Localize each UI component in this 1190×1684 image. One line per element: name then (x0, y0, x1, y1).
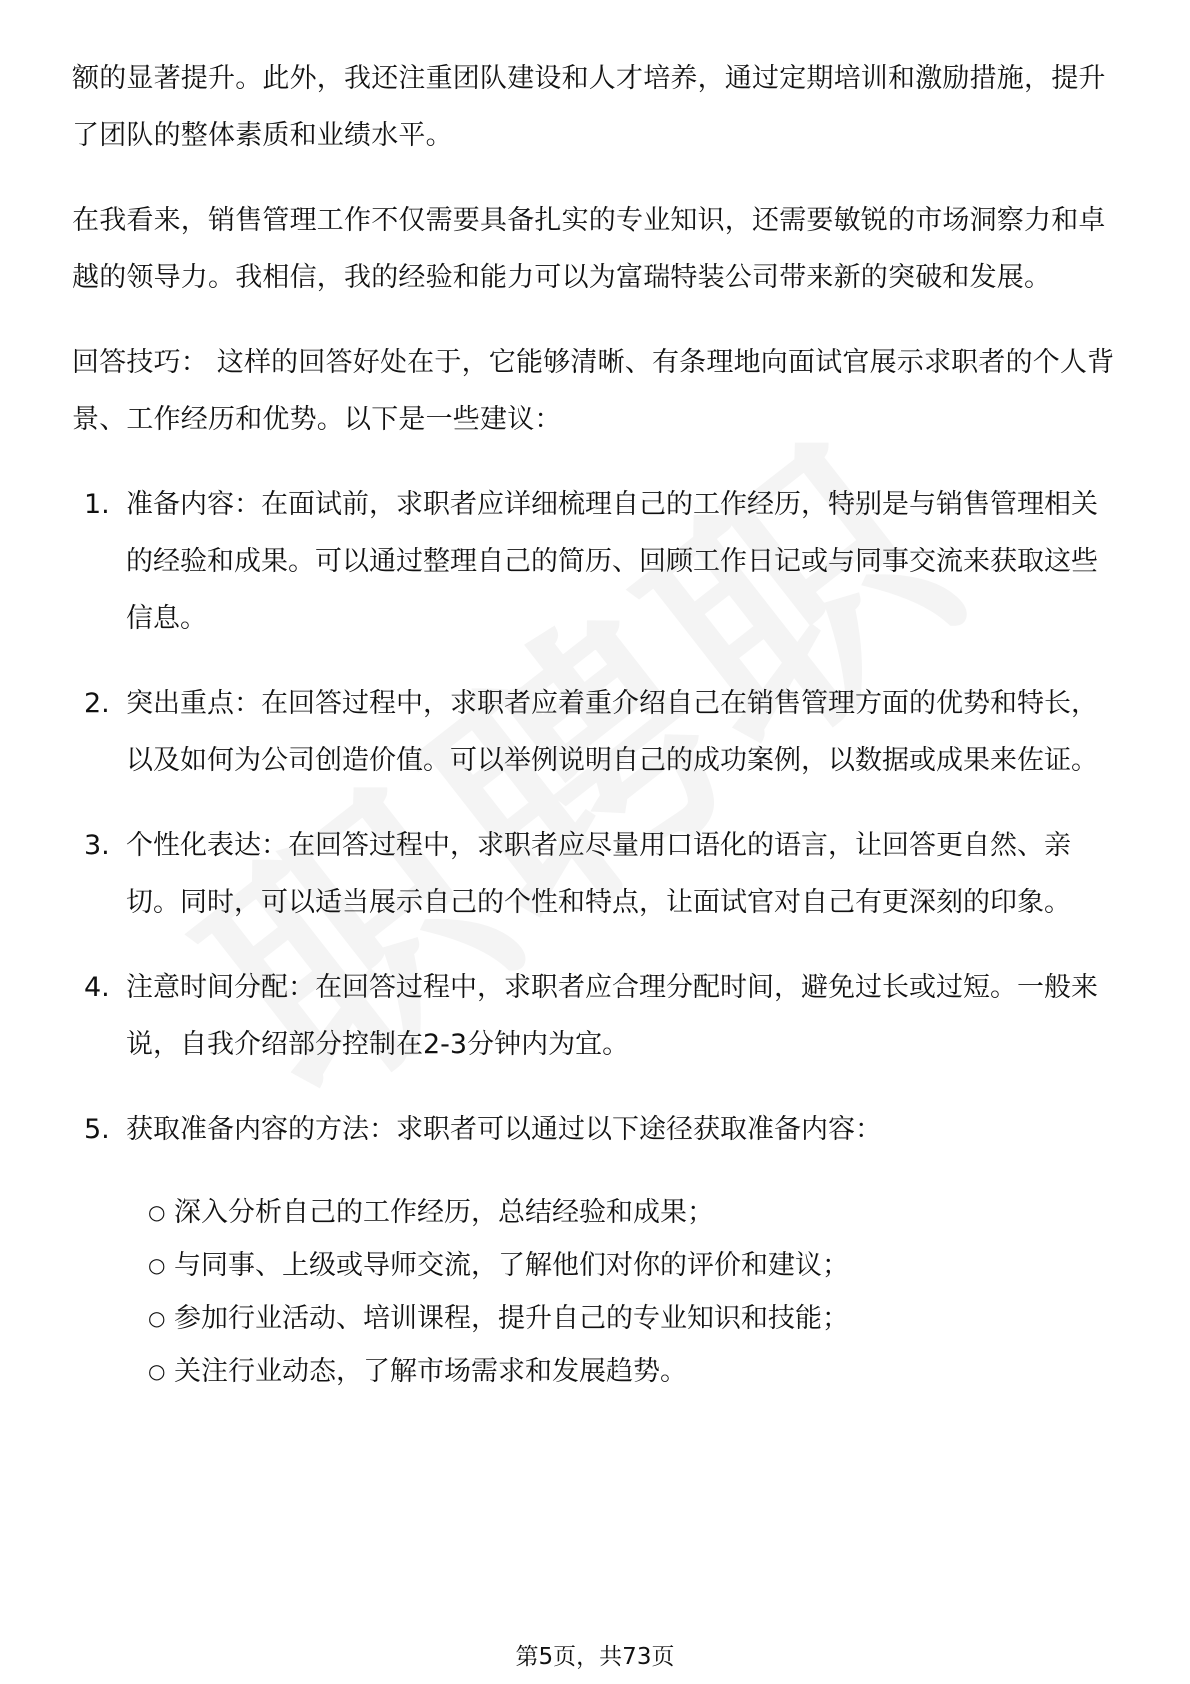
list-item (72, 675, 1122, 789)
list-item (72, 817, 1122, 931)
list-number: 1. (84, 489, 110, 520)
page-footer: 第5页，共73页 (515, 1644, 675, 1670)
sub-list-item-text: 深入分析自己的工作经历，总结经验和成果； (174, 1197, 714, 1228)
sub-list-item-text: 关注行业动态，了解市场需求和发展趋势。 (174, 1356, 687, 1387)
list-number: 4. (84, 972, 110, 1003)
methods-list (126, 1186, 1122, 1398)
list-item-text: 注意时间分配：在回答过程中，求职者应合理分配时间，避免过长或过短。一般来说，自我介绍部分控制在2-3分钟内为宜。 (126, 972, 1098, 1060)
list-item-text: 获取准备内容的方法：求职者可以通过以下途径获取准备内容： (126, 1114, 882, 1145)
sub-list-item (126, 1239, 1122, 1292)
list-number: 2. (84, 688, 110, 719)
list-item-text: 个性化表达：在回答过程中，求职者应尽量用口语化的语言，让回答更自然、亲切。同时，可以适当展示自己的个性和特点，让面试官对自己有更深刻的印象。 (126, 830, 1071, 918)
list-number: 3. (84, 830, 110, 861)
list-item (72, 1101, 1122, 1398)
document-body (72, 50, 1122, 1426)
list-item-text: 准备内容：在面试前，求职者应详细梳理自己的工作经历，特别是与销售管理相关的经验和成果。可以通过整理自己的简历、回顾工作日记或与同事交流来获取这些信息。 (126, 489, 1098, 634)
sub-list-item-text: 参加行业活动、培训课程，提升自己的专业知识和技能； (174, 1303, 849, 1334)
list-item (72, 476, 1122, 647)
sub-list-item (126, 1186, 1122, 1239)
paragraph-answer-tips: 回答技巧： 这样的回答好处在于，它能够清晰、有条理地向面试官展示求职者的个人背景、工作经历和优势。以下是一些建议： (72, 347, 1115, 435)
list-number: 5. (84, 1114, 110, 1145)
paragraph-opinion: 在我看来，销售管理工作不仅需要具备扎实的专业知识，还需要敏锐的市场洞察力和卓越的领导力。我相信，我的经验和能力可以为富瑞特装公司带来新的突破和发展。 (72, 205, 1106, 293)
tips-list (72, 476, 1122, 1398)
circle-bullet-icon: ○ (148, 1200, 166, 1224)
list-item (72, 959, 1122, 1073)
circle-bullet-icon: ○ (148, 1306, 166, 1330)
circle-bullet-icon: ○ (148, 1359, 166, 1383)
sub-list-item (126, 1345, 1122, 1398)
circle-bullet-icon: ○ (148, 1253, 166, 1277)
sub-list-item (126, 1292, 1122, 1345)
list-item-text: 突出重点：在回答过程中，求职者应着重介绍自己在销售管理方面的优势和特长，以及如何为公司创造价值。可以举例说明自己的成功案例，以数据或成果来佐证。 (126, 688, 1098, 776)
paragraph-intro-continuation: 额的显著提升。此外，我还注重团队建设和人才培养，通过定期培训和激励措施，提升了团队的整体素质和业绩水平。 (72, 63, 1106, 151)
sub-list-item-text: 与同事、上级或导师交流，了解他们对你的评价和建议； (174, 1250, 849, 1281)
